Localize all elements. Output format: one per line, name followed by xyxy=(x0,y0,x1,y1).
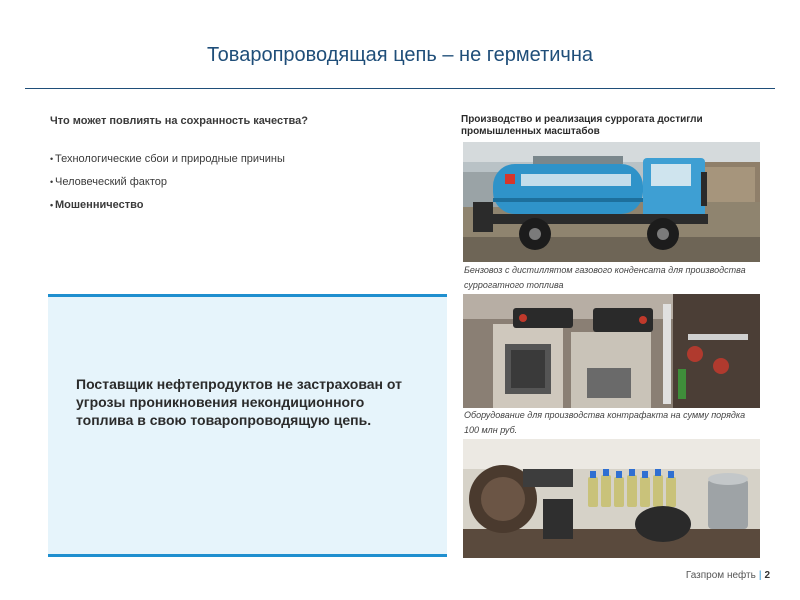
list-item-text: Мошенничество xyxy=(55,199,144,211)
factor-list xyxy=(50,152,285,221)
bullet-icon: • xyxy=(50,200,54,210)
list-item xyxy=(50,175,285,198)
bullet-icon: • xyxy=(50,177,54,187)
list-item-text: Человеческий фактор xyxy=(55,176,167,188)
slide-title: Товаропроводящая цепь – не герметична xyxy=(207,44,593,66)
callout-box xyxy=(48,294,447,557)
tanker-caption: Бензовоз с дистиллятом газового конденсата для производства суррогатного топлива xyxy=(464,265,746,290)
title-divider xyxy=(25,88,775,89)
equipment-caption: Оборудование для производства контрафакта на сумму порядка 100 млн руб. xyxy=(464,410,746,435)
question-heading: Что может повлиять на сохранность качества? xyxy=(50,115,308,127)
footer-brand: Газпром нефть xyxy=(685,570,756,581)
list-item xyxy=(50,198,285,221)
bullet-icon: • xyxy=(50,154,54,164)
bottles-photo xyxy=(463,439,760,558)
page-number: 2 xyxy=(764,570,770,581)
fuel-tanker-truck-photo xyxy=(463,142,760,262)
footer-separator: | xyxy=(758,570,762,581)
list-item xyxy=(50,152,285,175)
photo-section-header: Производство и реализация суррогата достигли промышленных масштабов xyxy=(461,114,703,137)
list-item-text: Технологические сбои и природные причины xyxy=(55,153,285,165)
equipment-photo xyxy=(463,294,760,408)
footer xyxy=(686,570,770,581)
callout-text: Поставщик нефтепродуктов не застрахован от угрозы проникновения некондиционного топлива в свою товаропроводящую цепь. xyxy=(76,376,402,428)
